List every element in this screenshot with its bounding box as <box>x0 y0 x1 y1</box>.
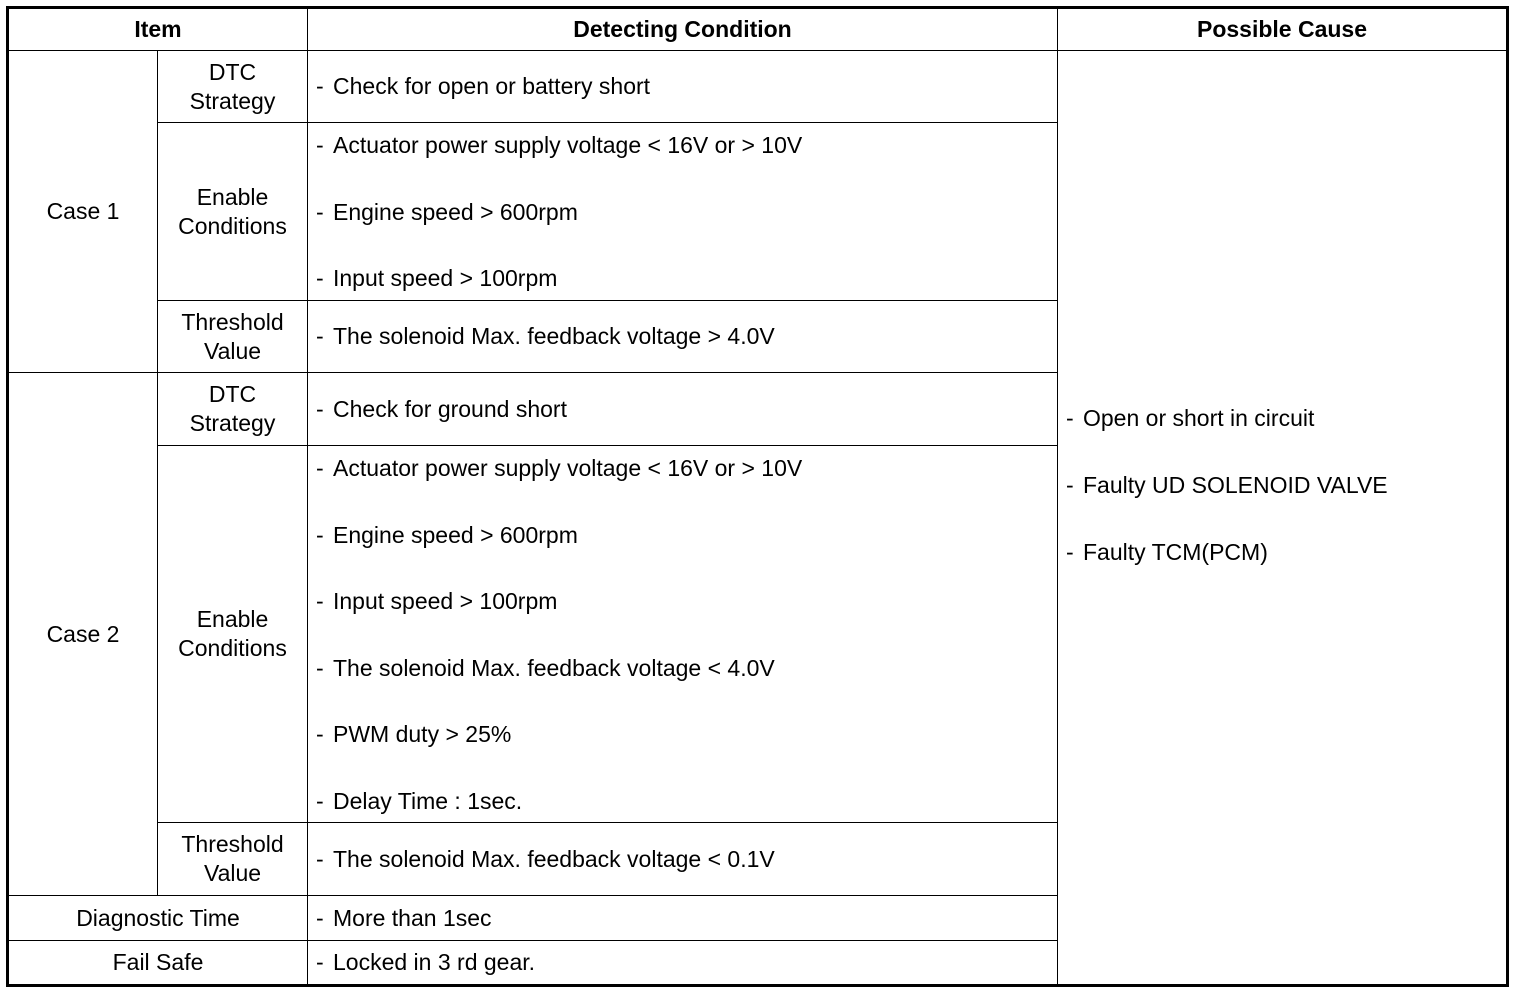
list-item <box>316 198 1057 227</box>
condition-text: Input speed > 100rpm <box>333 265 558 292</box>
list-item <box>316 587 1057 616</box>
case1-label: Case 1 <box>8 51 158 373</box>
condition-text: Engine speed > 600rpm <box>333 521 578 548</box>
case1-threshold-label-line1: Threshold <box>181 308 284 335</box>
case1-threshold-label-line2: Value <box>203 337 262 364</box>
header-row <box>8 8 1508 51</box>
diagnostic-time-label: Diagnostic Time <box>8 896 308 941</box>
list-item <box>316 264 1057 293</box>
cause-text: Faulty UD SOLENOID VALVE <box>1083 472 1388 498</box>
dash: - <box>316 845 324 872</box>
header-item: Item <box>8 8 308 51</box>
condition-text: Engine speed > 600rpm <box>333 198 578 225</box>
case1-dtc-text: Check for open or battery short <box>333 73 651 99</box>
case2-dtc-label-line1: DTC <box>208 381 257 407</box>
case2-threshold-text: The solenoid Max. feedback voltage < 0.1V <box>333 845 775 872</box>
list-item <box>316 521 1057 550</box>
dash: - <box>316 73 324 99</box>
dash: - <box>1066 538 1074 565</box>
case2-threshold-label-line2: Value <box>203 860 262 886</box>
condition-text: PWM duty > 25% <box>333 721 512 748</box>
cause-text: Faulty TCM(PCM) <box>1083 538 1268 565</box>
diagnostic-time-text: More than 1sec <box>333 904 492 931</box>
case2-enable-label-line1: Enable <box>196 606 269 632</box>
dash: - <box>316 198 324 225</box>
list-item <box>316 654 1057 683</box>
header-possible-cause: Possible Cause <box>1058 8 1508 51</box>
cause-text: Open or short in circuit <box>1083 405 1315 432</box>
case1-threshold-text: The solenoid Max. feedback voltage > 4.0V <box>333 323 775 349</box>
list-item <box>1066 471 1506 500</box>
list-item <box>316 454 1057 483</box>
list-item <box>1066 404 1506 433</box>
dash: - <box>316 654 324 681</box>
case2-label: Case 2 <box>8 373 158 896</box>
case1-dtc-value <box>308 51 1058 123</box>
case1-dtc-label-line2: Strategy <box>189 87 276 114</box>
diagnostic-table-container <box>6 6 1509 987</box>
case1-enable-label-line1: Enable <box>196 183 269 210</box>
case1-enable-label-line2: Conditions <box>178 212 287 239</box>
case1-dtc-label <box>158 51 308 123</box>
fail-safe-text: Locked in 3 rd gear. <box>333 949 536 975</box>
dash: - <box>316 521 324 548</box>
condition-text: Delay Time : 1sec. <box>333 787 523 814</box>
dash: - <box>316 323 324 349</box>
dash: - <box>316 265 324 292</box>
case1-enable-value <box>308 123 1058 301</box>
case1-threshold-value <box>308 301 1058 373</box>
dash: - <box>316 455 324 481</box>
dash: - <box>1066 472 1074 498</box>
case2-enable-label <box>158 446 308 823</box>
condition-text: Actuator power supply voltage < 16V or > 10V <box>333 132 803 158</box>
case2-dtc-text: Check for ground short <box>333 395 567 422</box>
dash: - <box>316 132 324 158</box>
diagnostic-time-value <box>308 896 1058 941</box>
list-item <box>316 787 1057 816</box>
dash: - <box>316 949 324 975</box>
condition-text: The solenoid Max. feedback voltage < 4.0V <box>333 654 775 681</box>
case2-dtc-label-line2: Strategy <box>189 410 276 436</box>
possible-cause-cell <box>1058 51 1508 986</box>
case1-dtc-label-line1: DTC <box>208 58 257 85</box>
case2-dtc-label <box>158 373 308 446</box>
list-item <box>316 131 1057 160</box>
dash: - <box>1066 405 1074 432</box>
case2-dtc-value <box>308 373 1058 446</box>
case2-enable-label-line2: Conditions <box>178 635 287 661</box>
dash: - <box>316 787 324 814</box>
case1-dtc-row <box>8 51 1508 123</box>
case2-enable-value <box>308 446 1058 823</box>
list-item <box>1066 538 1506 567</box>
case2-threshold-value <box>308 823 1058 896</box>
diagnostic-table <box>6 6 1509 987</box>
dash: - <box>316 904 324 931</box>
case1-enable-label <box>158 123 308 301</box>
header-detecting-condition: Detecting Condition <box>308 8 1058 51</box>
fail-safe-label: Fail Safe <box>8 941 308 986</box>
dash: - <box>316 721 324 748</box>
case2-threshold-label <box>158 823 308 896</box>
condition-text: Input speed > 100rpm <box>333 588 558 615</box>
dash: - <box>316 588 324 615</box>
dash: - <box>316 395 324 422</box>
fail-safe-value <box>308 941 1058 986</box>
case1-threshold-label <box>158 301 308 373</box>
condition-text: Actuator power supply voltage < 16V or > 10V <box>333 455 803 481</box>
list-item <box>316 720 1057 749</box>
case2-threshold-label-line1: Threshold <box>181 831 284 857</box>
